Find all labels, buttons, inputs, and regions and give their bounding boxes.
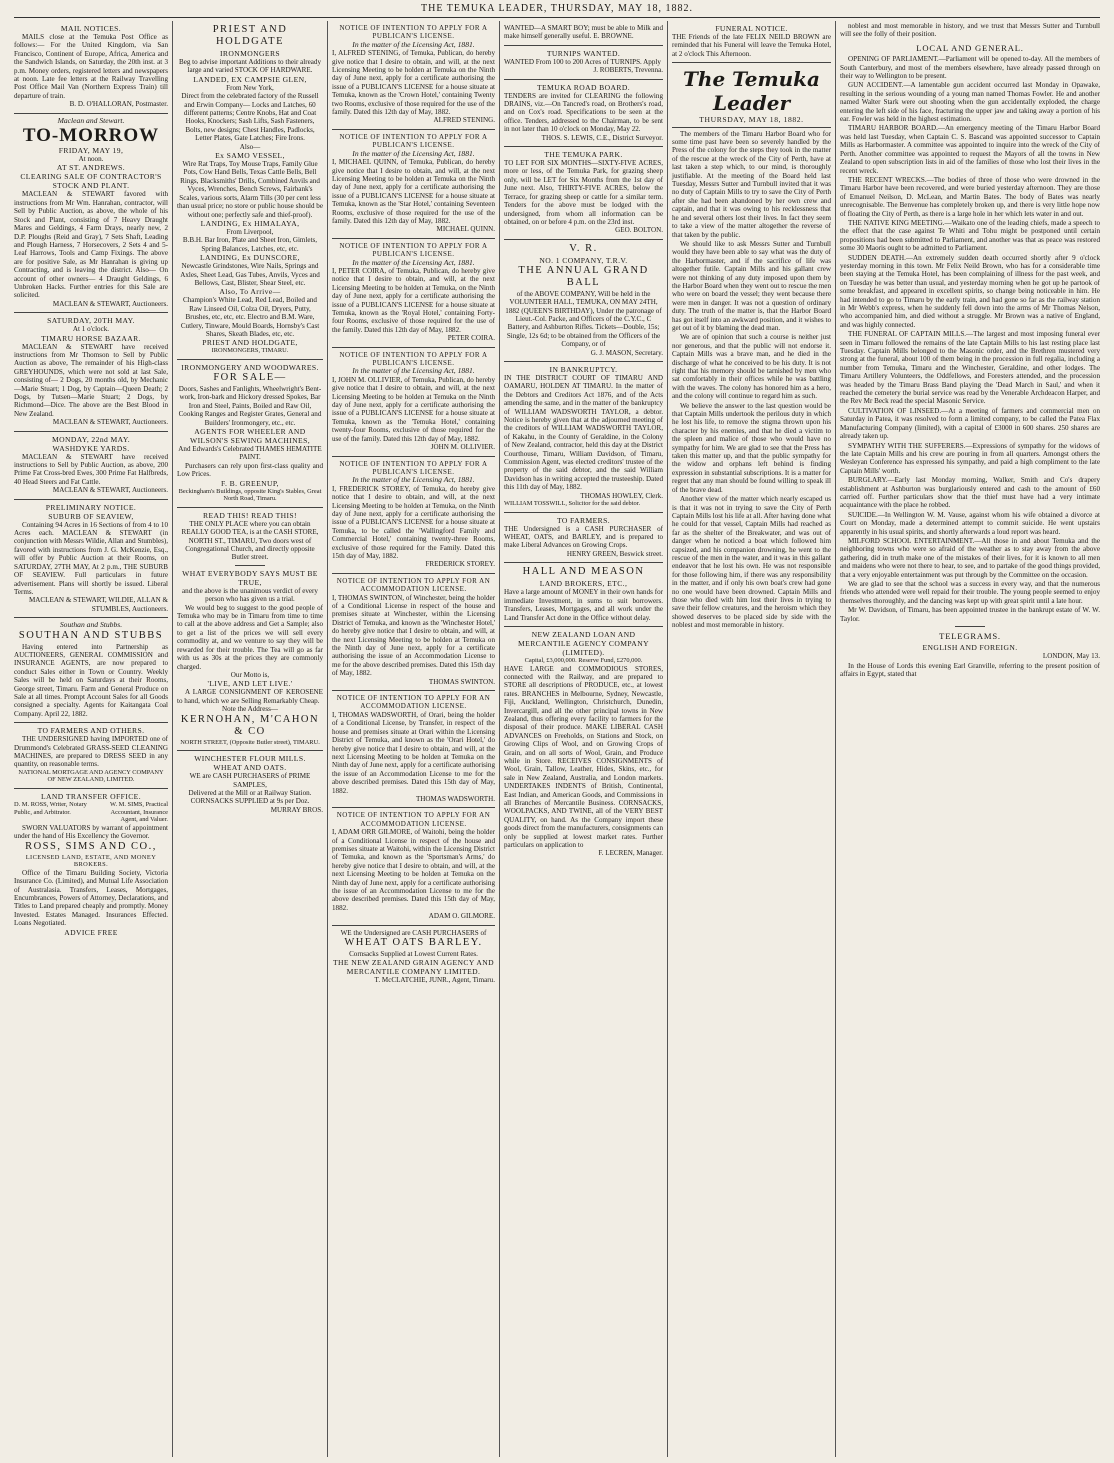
- ad-signature: NATIONAL MORTGAGE AND AGENCY COMPANY OF NEW ZEALAND, LIMITED.: [18, 768, 164, 784]
- partners-row: [14, 801, 168, 824]
- sale-title: WASHDYKE YARDS.: [52, 443, 130, 453]
- notice-heading: NOTICE OF INTENTION TO APPLY FOR AN ACCOMMODATION LICENSE.: [336, 576, 491, 594]
- firm-text: Having entered into Partnership as AUCTIONEERS, GENERAL COMMISSION and INSURANCE AGENTS, are now prepared to conduct Sales either in Town or Country. Weekly Sales will be held on Saturdays at their Rooms, George street, Timaru. Farm and General Produce on Sale at all times. Prompt Account Sales for all Goods consigned a specialty. Agents for Kaitangata Coal Company. April 22, 1882.: [14, 642, 168, 718]
- sale-date: SATURDAY, 20TH MAY.: [47, 316, 135, 326]
- ad-signature: T. McCLATCHIE, JUNR., Agent, Timaru.: [374, 976, 495, 985]
- news-item: MILFORD SCHOOL ENTERTAINMENT.—All those in and about Temuka and the neighboring towns who were so afraid of the weather as to stay away from the above gathering, did in truth make one of the mistakes of their lives, for it is known to all men and maidens who were not there to hear, to see, and to partake of the good things provided, that a very enjoyable entertainment was put through by the Committee on the occasion.: [840, 536, 1100, 579]
- ad-heading: TURNIPS WANTED.: [546, 48, 621, 58]
- column-5: [667, 21, 835, 1457]
- ad-text: Wire Rat Traps, Toy Mouse Traps, Family Glue Pots, Cow Hand Bells, Texas Cattle Bells, Bell Rings, Blacksmiths' Drills, Combined Anvils and Vyces, Wrenches, Bench Screws, Fairbank's Scales, various sorts, Alarm Tills (30 per cent less than usual price; no store or public house should be without one; perfectly safe and thief-proof).: [177, 160, 323, 219]
- notice-matter: In the matter of the Licensing Act, 1881.: [352, 366, 475, 376]
- ad-text: and the above is the unanimous verdict of every person who has given us a trial.: [182, 586, 318, 604]
- ad-subheading: LANDING, Ex DUNSCORE,: [200, 253, 300, 263]
- ad-subheading: AGENTS FOR WHEELER AND WILSON'S SEWING MACHINES,: [190, 427, 310, 445]
- divider: [955, 626, 985, 627]
- notice-matter: In the matter of the Licensing Act, 1881.: [352, 257, 475, 267]
- sale-title: SUBURB OF SEAVIEW,: [48, 511, 134, 521]
- editorial-continuation: noblest and most memorable in history, and we trust that Messrs Sutter and Turnbull will see the folly of their position.: [840, 22, 1100, 39]
- sale-signature: MACLEAN & STEWART, WILDIE, ALLAN & STUMBLES, Auctioneers.: [28, 596, 168, 613]
- notice-heading: NOTICE OF INTENTION TO APPLY FOR A PUBLICAN'S LICENSE.: [339, 350, 488, 368]
- horse-bazaar-ad: [14, 313, 168, 431]
- sale-text: Containing 94 Acres in 16 Sections of from 4 to 10 Acres each. MACLEAN & STEWART (in conjunction with Messrs Wildie, Allan and Stumbles), favored with instructions from J. G. McKenzie, Esq., will offer by Public Auction at their Rooms, on SATURDAY, 27TH MAY, At 2 p.m., THE SUBURB OF SEAVIEW. Full particulars in future advertisement. Plans will shortly be issued. Liberal Terms.: [14, 520, 168, 596]
- notice-signature: THOMAS WADSWORTH.: [415, 794, 495, 803]
- news-item: SUDDEN DEATH.—An extremely sudden death occurred shortly after 9 o'clock yesterday morning in this town. Mr Felix Neild Brown, who has for a considerable time been staying at the Temuka Hotel, has been complaining of illness for the past week, and on Tuesday he was better than usual, and yesterday morning when he got up he partook of some breakfast, and appeared in excellent spirits, so change being noticeable in him. He had intended to go to Timaru by the early train, and had gone so far as the railway station in Mr Webb's express, when he suddenly fell down into the arms of Mr Thomas Nelson, who accompanied him, and died without a struggle. Mr Brown was a native of England, and was highly connected.: [840, 253, 1100, 329]
- editorial-paragraph: Another view of the matter which nearly escaped us is that it was not in trying to save the City of Perth Captain Mills lost his life at all. After having done what he could for that vessel, Captain Mills had reached as far as the shelter of the Breakwater, and was out of danger when he noticed a boat which followed him capsized, and his companion drowning, he went to the rescue of the men in the water, and it was in this gallant endeavor that he lost his own. He was not responsible for those following him, if there was any responsibility in the matter, and if only his own boat's crew had gone no one would have been drowned. Captain Mills and those who died with him lost their lives in trying to save their fellow creatures, and the heroism which they showed deserves to be placed side by side with the noblest and most memorable in history.: [672, 495, 831, 630]
- editorial-paragraph: We should like to ask Messrs Sutter and Turnbull would they have been able to say what was the duty of the Harbormaster, and if the sacrifice of life was altogether futile. Captain Mills and his gallant crew were not thinking of any duty imposed upon them by the Harbor Board when they went out to rescue the men who were on board the vessel; they went because there were men in danger. It was not a question of ordinary duty. The truth of the matter is, that the Harbor Board has got itself into an awkward position, and it wishes to get out of it by blaming the dead man.: [672, 239, 831, 332]
- grain-agency-ad: [332, 926, 495, 989]
- greenup-ad: [177, 360, 323, 508]
- license-notice-wadsworth: [332, 691, 495, 808]
- notice-matter: In the matter of the Licensing Act, 1881.: [352, 475, 475, 485]
- telegrams-subheading: ENGLISH AND FOREIGN.: [922, 643, 1018, 653]
- maclean-tomorrow-ad: [14, 114, 168, 314]
- masthead-title: The Temuka Leader: [683, 67, 820, 116]
- funeral-notice: [672, 21, 831, 63]
- ad-heading: LAND TRANSFER OFFICE.: [40, 792, 142, 801]
- firm-title: THE NEW ZEALAND GRAIN AGENCY AND MERCANTILE COMPANY LIMITED.: [332, 958, 495, 977]
- notice-signature: MICHAEL QUINN.: [436, 225, 495, 234]
- notice-heading: NOTICE OF INTENTION TO APPLY FOR A PUBLICAN'S LICENSE.: [339, 241, 488, 259]
- ad-heading: FUNERAL NOTICE.: [715, 24, 788, 33]
- bankruptcy-notice: [504, 362, 663, 513]
- mail-signature: B. D. O'HALLORAN, Postmaster.: [69, 100, 168, 109]
- telegram-dateline: LONDON, May 13.: [1042, 652, 1100, 661]
- firm-trade: IRONMONGERS: [219, 49, 281, 58]
- column-4: [499, 21, 667, 1457]
- news-item: THE FUNERAL OF CAPTAIN MILLS.—The largest and most imposing funeral ever seen in Timaru followed the remains of the late Captain Mills to his last resting place last Tuesday. Captain Mills belonged to the Masonic order, and the Brethren mustered very strong at the funeral, about 100 of them being in the procession in full regalia, including a number from Temuka, Timaru and the Winchester, Geraldine, and other lodges. The Timaru Artillery Volunteers, the Oddfellows, and Foresters attended, and the procession was headed by the Timaru Brass Band playing the 'Dead March in Saul,' and when it reached the cemetery the burial service was read by the Venerable Archdeacon Harper, and the Rev Mr Beck read the special Masonic Service.: [840, 330, 1100, 406]
- notice-signature: FREDERICK STOREY.: [425, 560, 495, 569]
- firm-title: PRIEST AND HOLDGATE: [212, 24, 288, 47]
- news-item: BURGLARY.—Early last Monday morning, Walker, Smith and Co's drapery establishment at Ashburton was burglariously entered and cash to the amount of £60 carried off. Further particulars show that the thief must have had a very intimate acquaintance with the place he robbed.: [840, 476, 1100, 510]
- telegram-text: In the House of Lords this evening Earl Granville, referring to the present position of affairs in Egypt, stated that: [840, 661, 1100, 679]
- notice-heading: NOTICE OF INTENTION TO APPLY FOR A PUBLICAN'S LICENSE.: [339, 459, 488, 476]
- firm-title: HALL AND MEASON: [522, 566, 645, 578]
- motto-label: Our Motto is,: [230, 670, 270, 679]
- temuka-park-ad: [504, 147, 663, 240]
- ad-signature-sub: IRONMONGERS, TIMARU.: [211, 347, 289, 355]
- ad-signature: F. LECREN, Manager.: [598, 849, 663, 858]
- ad-signature: PRIEST AND HOLDGATE,: [202, 338, 298, 348]
- mail-heading: MAIL NOTICES.: [60, 24, 122, 33]
- turnips-ad: [504, 46, 663, 80]
- notice-signature: PETER COIRA.: [447, 334, 495, 343]
- ad-heading: READ THIS! READ THIS!: [203, 510, 297, 520]
- ad-text: Doors, Sashes and Fanlights, Wheelwright's Bent-work, Iron-bark and Hickory dressed Spokes, Bar Iron and Steel, Paints, Boiled and Raw Oil, Cooking Ranges and Register Grates, General and Builders' Ironmongery, etc., etc.: [178, 384, 322, 427]
- header-rule: [14, 17, 1100, 18]
- notice-text: I, FREDERICK STOREY, of Temuka, do hereby give notice that I desire to obtain, and will, at the next Licensing Meeting to be holden at Temuka, on the Ninth day of June next, apply for a certificate authorising the issue of a PUBLICAN'S LICENSE for a house situate at Temuka, to be called the 'Wallingford Family and Commercial Hotel,' containing twenty-three Rooms, exclusive of those required for the Family. Dated this 15th day of May, 1882.: [332, 484, 495, 560]
- sale-time: At 1 o'clock.: [72, 325, 110, 334]
- notice-matter: In the matter of the Licensing Act, 1881.: [352, 39, 475, 49]
- ad-heading: IN BANKRUPTCY.: [549, 364, 618, 374]
- license-notice-stening: [332, 21, 495, 130]
- ad-heading: TO FARMERS AND OTHERS.: [37, 726, 145, 736]
- vr-monogram: V. R.: [569, 242, 598, 254]
- notice-heading: NOTICE OF INTENTION TO APPLY FOR AN ACCOMMODATION LICENSE.: [336, 811, 491, 828]
- notice-signature: JOHN M. OLLIVIER.: [430, 443, 495, 452]
- ad-signature: G. J. MASON, Secretary.: [590, 348, 663, 357]
- telegrams-heading: TELEGRAMS.: [939, 631, 1001, 642]
- firm-title: SOUTHAN AND STUBBS: [18, 629, 164, 641]
- news-item: THE NATIVE KING MEETING.—Waikato one of the leading chiefs, made a speech to the effect that the case against Te Whiti and Tohu might be postponed until certain propositions had been submitted to Parliament, and another was that as peace was restored some 30 Maoris ought to be admitted to Parliament.: [840, 218, 1100, 253]
- ad-text: From New York,: [226, 83, 274, 92]
- ad-text: WANTED From 100 to 200 Acres of TURNIPS. Apply: [504, 57, 661, 66]
- ad-signature: THOS. S. LEWIS, C.E., District Surveyor.: [541, 133, 663, 142]
- news-item: CULTIVATION OF LINSEED.—At a meeting of farmers and commercial men on Saturday in Patea, it was resolved to form a limited company, to be called the Patea Flax Manufacturing Company (limited), with a capital of £3000 in 600 shares. 250 shares are already taken up.: [840, 406, 1100, 441]
- ad-text: We would beg to suggest to the good people of Temuka who may be in Timaru from time to time to call at the above address and Get a Sample; also to get a list of the prices we will sell every commodity at, and we venture to say they will be rewarded for their trouble. The Tea will go as far with us as 30s at the prices they are commonly charged.: [177, 603, 323, 671]
- washdyke-ad: [14, 432, 168, 500]
- sale-signature: MACLEAN & STEWART, Auctioneers.: [52, 486, 168, 495]
- editorial-paragraph: The members of the Timaru Harbor Board who for some time past have been so severely handled by the Press of the colony for the steps they took in the matter of the rescue at the wreck of the City of Perth, have at last taken a step which, to our mind, is thoroughly justifiable. At the meeting of the Board held last Tuesday, Messrs Sutter and Turnbull invited that it was no duty of Captain Mills to try to save the City of Perth after she had been abandoned by her own crew and captain, and that it was owing to his recklessness that he and several others lost their lives. In fact they seem to take a view of the matter altogether the reverse of that taken by the public.: [672, 129, 831, 239]
- ad-text: Cornsacks Supplied at Lowest Current Rates.: [349, 950, 478, 959]
- mail-notices: [14, 21, 168, 114]
- ross-sims-ad: [14, 789, 168, 941]
- notice-signature: ADAM O. GILMORE.: [428, 912, 495, 921]
- ad-text: Newcastle Grindstones, Wire Nails, Springs and Axles, Sheet Lead, Gas Tubes, Anvils, Vyces and Bellows, Cast, Blister, Shear Steel, etc.: [180, 262, 320, 287]
- farmers-ad: [14, 723, 168, 789]
- masthead-dateline: THURSDAY, MAY 18, 1882.: [699, 115, 804, 125]
- license-notice-storey: [332, 457, 495, 574]
- notice-text: I, THOMAS WADSWORTH, of Orari, being the holder of a Conditional License, by Transfer, in respect of the house and premises situate at Orari within the Licensing District of Temuka, and known as the 'Orari Hotel,' do hereby give notice that I desire to obtain, and will, at the next Licensing Meeting to be holden at Temuka on the Ninth day of June next, apply for a certificate authorising the issue of an Accommodation License to me for the above described premises. Dated this 15th day of May, 1882.: [332, 710, 495, 795]
- ad-text: Champion's White Lead, Red Lead, Boiled and Raw Linseed Oil, Colza Oil, Dryers, Putty, Brushes, etc, etc, etc. Electro and B.M. Ware, Cutlery, Tinware, Mould Boards, Hornsby's Cast Shares, Skeath Blades, etc, etc.: [180, 296, 320, 338]
- southan-stubbs-ad: [14, 618, 168, 723]
- ad-title: WHEAT OATS BARLEY.: [344, 937, 483, 949]
- volunteer-ball-ad: [504, 240, 663, 362]
- sale-place: AT ST. ANDREWS.: [56, 163, 126, 173]
- firm-capital: Capital, £3,000,000. Reserve Fund, £270,000.: [524, 656, 643, 664]
- sale-title: TIMARU HORSE BAZAAR.: [41, 333, 141, 343]
- ad-text: CORNSACKS SUPPLIED at 9s per Doz.: [190, 797, 310, 806]
- ad-text: Direct from the celebrated factory of the Russell and Erwin Company— Locks and Latches, 60 different patterns; Centre Knobs, Hat and Coat Hooks, Knockers; Sash Lifts, Sash Fasteners, Bolts, new designs; Chest Handles, Padlocks, Letter Plates, Gate Latches; Fire Irons.: [181, 92, 319, 143]
- ad-signature: F. B. GREENUP,: [221, 478, 279, 488]
- ad-text: TENDERS are invited for CLEARING the following DRAINS, viz.—On Tancred's road, on Brothers's road, and on Cox's road. Specifications to be seen at the office. Tenders, addressed to the Chairman, to be sent in not later than 10 o'clock on Monday, May 22.: [504, 91, 663, 134]
- mail-text: MAILS close at the Temuka Post Office as follows:— For the United Kingdom, via San Francisco, Continent of Europe, Africa, America and the Sandwich Islands, on Saturday, the 20th inst. at 3 p.m. Money orders, registered letters and newspapers at noon. Late fee letters at the Railway Travelling Post Office Mail Van (Northern Express Train) till departure of train.: [14, 33, 168, 100]
- notice-text: I, MICHAEL QUINN, of Temuka, Publican, do hereby give notice that I desire to obtain, and will, at the next Licensing Meeting to be holden at Temuka on the Ninth day of June next, apply for a certificate authorising the issue of a PUBLICAN'S LICENSE for a house situate at Temuka, known as the 'Star Hotel,' containing Seventeen Rooms, exclusive of those required for the use of the family. Dated this 12th day of May, 1882.: [332, 158, 495, 225]
- news-item: Mr W. Davidson, of Timaru, has been appointed trustee in the bankrupt estate of W. W. Taylor.: [840, 606, 1100, 623]
- ad-text: B.B.H. Bar Iron, Plate and Sheet Iron, Gimlets, Spring Balances, Latches, etc, etc.: [182, 236, 318, 253]
- column-2: [172, 21, 327, 1457]
- notice-matter: In the matter of the Licensing Act, 1881.: [352, 148, 475, 158]
- ad-subheading: LANDED, EX CAMPSIE GLEN,: [193, 74, 307, 84]
- ad-signature: THOMAS HOWLEY, Clerk.: [580, 491, 663, 500]
- sale-heading: PRELIMINARY NOTICE.: [45, 502, 137, 512]
- ad-heading: WINCHESTER FLOUR MILLS.: [194, 754, 306, 764]
- notice-heading: NOTICE OF INTENTION TO APPLY FOR A PUBLICAN'S LICENSE.: [339, 24, 488, 41]
- notice-text: I, ADAM ORR GILMORE, of Waitohi, being the holder of a Conditional License in respect of the house and premises situate at Waitohi, within the Licensing District of Temuka, and known as the 'Sportsman's Arms,' do hereby give notice that I desire to obtain, and will, at the next Licensing Meeting to be holden at Temuka on the Ninth day of June next, apply for a certificate authorising the issue of an Accommodation License to me for the above described premises. Dated this 15th day of May, 1882.: [332, 828, 495, 912]
- ad-text: THE ONLY PLACE where you can obtain REALLY GOOD TEA, is at the CASH STORE, NORTH ST., TIMARU, Two doors west of Congregational Church, and directly opposite Butler street.: [181, 519, 319, 562]
- ad-text: Also—: [239, 142, 261, 151]
- winchester-mills-ad: [177, 751, 323, 818]
- ad-signature: MURRAY BROS.: [270, 805, 323, 814]
- editorial-paragraph: We are of opinion that such a course is neither just nor generous, and that the public will not endorse it. Captain Mills was a brave man, and he died in the discharge of what he conceived to be his duty. It is not right that his memory should be tarnished by men who sat comfortably in their offices while he was battling with the waves. The colony has honored him as a hero, and the colony will continue to regard him as such.: [672, 333, 831, 401]
- firm-title: ROSS, SIMS AND CO.,: [25, 840, 157, 852]
- ad-text: Have a large amount of MONEY in their own hands for immediate Investment, in sums to suit borrowers. Transfers, Leases, Mortgages, and all work under the Land Transfer Act done in the Office without delay.: [504, 588, 663, 622]
- notice-text: I, JOHN M. OLLIVIER, of Temuka, Publican, do hereby give notice that I desire to obtain, and will, at the next Licensing Meeting to be holden at Temuka on the Ninth day of June next, apply for a certificate authorising the issue of a PUBLICAN'S LICENSE for a house situate at Temuka, known as the 'Temuka Hotel,' containing twenty-four Rooms, exclusive of those required for the use of the family. Dated this 12th day of May, 1882.: [332, 375, 495, 443]
- sale-date: MONDAY, 22nd MAY.: [51, 434, 131, 444]
- advertiser-heading: Maclean and Stewart.: [57, 115, 125, 125]
- firm-title: KERNOHAN, M'CAHON & CO: [180, 713, 320, 737]
- news-item: SUICIDE.—In Wellington W. M. Vause, against whom his wife obtained a divorce at Court on Monday, made a determined attempt to commit suicide. He went upstairs apparently in his usual spirits, and shortly afterwards a loud report was heard.: [840, 510, 1100, 536]
- notice-heading: NOTICE OF INTENTION TO APPLY FOR A PUBLICAN'S LICENSE.: [339, 132, 488, 150]
- news-item: GUN ACCIDENT.—A lamentable gun accident occurred last Monday in Opawake, resulting in the serious wounding of a young man named Thomas Fowler. He and another named Walter Stark were out shooting when the gun accidentally exploded, the charge entering the left side of his face, fracturing the upper jaw and taking away a portion of his ear. Fowler was held in the highest estimation.: [840, 81, 1100, 124]
- sale-text: MACLEAN & STEWART favored with instructions from Mr Wm. Hanrahan, contractor, will Sell by Public Auction, as above, the whole of his Stock and Plant, consisting of 7 Heavy Draught Mares and Geldings, 4 Farm Drays, nearly new, 2 D.P. Ploughs (Reid and Gray), 7 Sets Shaft, Leading and Plough Harness, 7 Horsecovers, 2 Sets 4 and 5-Leaf Harrows, Tools and Camp Fixings. The above are for positive Sale, as Mr Hanrahan is giving up Contracting, and is leaving the district. Also— On account of other owners— 4 Draught Geldings, 6 Unbroken Hacks. Further entries for this Sale are solicited.: [14, 190, 168, 300]
- news-item: TIMARU HARBOR BOARD.—An emergency meeting of the Timaru Harbor Board was held last Tuesday, when Captain C. S. Bascand was appointed successor to Captain Mills as Harbormaster. A committee was appointed to inquire into the wreck of the City of Perth. Another committee was appointed to request the Mayors of all the towns in New Zealand to open subscription lists in aid of the families of those who lost their lives in the recent wreck.: [840, 124, 1100, 175]
- notice-text: I, PETER COIRA, of Temuka, Publican, do hereby give notice that I desire to obtain, and will, at the next Licensing Meeting to be holden at Temuka, on the Ninth day of June next, apply for a certificate authorising the issue of a PUBLICAN'S LICENSE for a house situate at Temuka, known as the 'Royal Hotel,' containing Forty-four Rooms, exclusive of those required for the use of the family. Dated this 12th day of May, 1882.: [332, 266, 495, 334]
- seaview-ad: [14, 500, 168, 618]
- ad-subheading: WHEAT AND OATS.: [213, 763, 287, 773]
- sale-text: MACLEAN & STEWART have received instructions from Mr Thomson to Sell by Public Auction as above, The remainder of his High-class GREYHOUNDS, which were not sold at last Sale, consisting of— 2 Dogs, 20 months old, by Mechanic—Marie Stuart; 1 Dog, by Captain—Queen Death; 2 Dogs, by Tutsen—Marie Stuart; 2 Dogs, by Richmond—Dice. The above are the Best Blood in New Zealand.: [14, 342, 168, 418]
- ad-text: IN THE DISTRICT COURT OF TIMARU AND OAMARU, HOLDEN AT TIMARU. In the matter of the Debtors and Creditors Act 1876, and of the Acts amending the same, and in the matter of the bankruptcy of WILLIAM WADSWORTH TAYLOR, a debtor. Notice is hereby given that at the adjourned meeting of the creditors of WILLIAM WADSWORTH TAYLOR, of Kakahu, in the County of Geraldine, in the Colony of New Zealand, contractor, held this day at the District Courthouse, Timaru, William Davidson, of Timaru, Commission Agent, was elected creditors' trustee of the property of the said debtor, and the said William Davidson has in writing accepted the trusteeship. Dated this 11th day of May, 1882.: [504, 373, 663, 492]
- ad-address: NORTH STREET, (Opposite Butler street), TIMARU.: [180, 738, 320, 746]
- local-general-heading: LOCAL AND GENERAL.: [916, 42, 1024, 53]
- ad-text: Purchasers can rely upon first-class quality and Low Prices.: [177, 461, 323, 479]
- ad-heading: TO FARMERS.: [556, 515, 611, 525]
- partner-sims: W. M. SIMS, Practical Accountant, Insurance Agent, and Valuer.: [110, 801, 168, 824]
- ad-address: Beckingham's Buildings, opposite King's Stables, Great North Road, Timaru.: [178, 487, 322, 503]
- advice-free: ADVICE FREE: [64, 927, 118, 937]
- news-item: SYMPATHY WITH THE SUFFERERS.—Expressions of sympathy for the widows of the late Captain Mills and his crew are pouring in from all quarters. Amongst others the Wesleyan Conference has expressed his sympathy, and paid a high compliment to the late Captain Mills' worth.: [840, 441, 1100, 475]
- smart-boy-ad: [504, 21, 663, 46]
- ad-heading: THE TEMUKA PARK.: [544, 150, 623, 160]
- column-3: [327, 21, 499, 1457]
- news-item: We are glad to see that the school was a success in every way, and that the numerous friends who attended were well repaid for their trouble. The young people seemed to enjoy themselves thoroughly, and the dancing was kept up with great spirit until a late hour.: [840, 580, 1100, 605]
- sale-signature: MACLEAN & STEWART, Auctioneers.: [52, 418, 168, 427]
- editorial-paragraph: We believe the answer to the last question would be that Captain Mills undertook the perilous duty in which he lost his life, to remove the stigma thrown upon his character by his enemies, and that he died a victim to the spleen and malice of those who would have no sympathy for him. We are glad to see that the Press has taken this matter up, and that the public sympathy for the widow and orphans left behind is finding expression in substantial subscriptions. It is a matter for regret that any man should be found willing to speak ill of the brave dead.: [672, 401, 831, 494]
- notice-signature: THOMAS SWINTON.: [428, 677, 495, 686]
- firm-subtitle: LAND BROKERS, ETC.,: [539, 579, 628, 589]
- ad-heading: IRONMONGERY AND WOODWARES.: [181, 362, 319, 372]
- ad-text: WE are CASH PURCHASERS of PRIME SAMPLES,: [189, 772, 311, 789]
- firm-title: NEW ZEALAND LOAN AND MERCANTILE AGENCY COMPANY (LIMITED).: [518, 629, 649, 657]
- ad-subheading: LANDING, Ex HIMALAYA,: [200, 218, 300, 228]
- ad-text: THE Friends of the late FELIX NEILD BROWN are reminded that his Funeral will leave the Temuka Hotel, at 2 o'clock This Afternoon.: [672, 33, 831, 58]
- ad-text: SWORN VALUATORS by warrant of appointment under the hand of His Excellency the Governor.: [14, 823, 168, 841]
- sale-title: CLEARING SALE OF CONTRACTOR'S STOCK AND PLANT.: [20, 172, 162, 191]
- license-notice-quinn: [332, 130, 495, 239]
- sale-time: At noon.: [78, 155, 104, 164]
- running-head: THE TEMUKA LEADER, THURSDAY, MAY 18, 1882.: [420, 3, 694, 14]
- ad-solicitor: WILLIAM TOSSWILL, Solicitor for the said debtor.: [504, 500, 641, 508]
- ad-text: And Edwards's Celebrated THAMES HEMATITE PAINT.: [178, 445, 322, 462]
- news-item: OPENING OF PARLIAMENT.—Parliament will be opened to-day. All the members of South Canterbury, and most of the members elsewhere, have already passed through on their way to Wellington to be present.: [840, 55, 1100, 81]
- company-name: NO. 1 COMPANY, T.R.V.: [539, 255, 628, 265]
- hall-meason-ad: [504, 563, 663, 627]
- ad-signature: J. ROBERTS, Trevenna.: [593, 66, 663, 75]
- ad-title: FOR SALE—: [213, 371, 287, 383]
- ad-text: Delivered at the Mill or at Railway Station.: [188, 788, 312, 797]
- sale-date: FRIDAY, MAY 19,: [58, 146, 124, 156]
- cash-store-ad: [177, 508, 323, 751]
- ad-text: THE UNDERSIGNED having IMPORTED one of Drummond's Celebrated GRASS-SEED CLEANING MACHINES, are prepared to DRESS SEED in any quantity, on reasonable terms.: [14, 735, 168, 769]
- nz-loan-ad: [504, 627, 663, 862]
- news-item: THE RECENT WRECKS.—The bodies of three of those who were drowned in the Timaru Harbor have been recovered, and were buried yesterday afternoon. They are those of Emanuel Neilson, D. McLean, and Martin Bates. The body of Bates was nearly unrecognisable. The Benvenue has completely broken up, and there is very little hope now of floating the City of Perth, as there is a large hole in her which lets water in and out.: [840, 175, 1100, 218]
- masthead-rule: [672, 127, 831, 128]
- ad-subheading: Ex SAMO VESSEL,: [215, 151, 285, 161]
- henry-green-ad: [504, 513, 663, 564]
- column-1: [14, 21, 172, 1457]
- ad-text: WE the Undersigned are CASH PURCHASERS of: [340, 928, 487, 937]
- ad-text: From Liverpool,: [226, 227, 274, 236]
- tomorrow-headline: TO-MORROW: [22, 125, 160, 147]
- ball-text: of the ABOVE COMPANY, Will be held in the VOLUNTEER HALL, TEMUKA, ON MAY 24TH, 1882 (QUEEN'S BIRTHDAY), Under the patronage of Lieut.-Col. Packe, and Officers of the C.Y.C., C Battery, and Ashburton Rifles. Tickets—Double, 15s; Single, 12s 6d; to be obtained from the Officers of the Company, or of: [505, 289, 662, 349]
- firm-text: Office of the Timaru Building Society, Victoria Insurance Co. (Limited), and Mutual Life Association of Australasia. Transfers, Leases, Mortgages, Encumbrances, Powers of Attorney, Declarations, and Titles to Land prepared cheaply and promptly. Money Invested. Estates Managed. Insurances Effected. Loans Negotiated.: [14, 868, 168, 928]
- ad-signature: HENRY GREEN, Beswick street.: [566, 549, 663, 558]
- ad-text: Beg to advise important Additions to their already large and varied STOCK OF HARDWARE.: [178, 58, 322, 75]
- ad-heading: TEMUKA ROAD BOARD.: [536, 82, 631, 92]
- notice-heading: NOTICE OF INTENTION TO APPLY FOR AN ACCOMMODATION LICENSE.: [336, 694, 491, 711]
- sale-signature: MACLEAN & STEWART, Auctioneers.: [52, 299, 168, 308]
- sale-text: MACLEAN & STEWART have received instructions to Sell by Public Auction, as above, 200 Prime Fat Cross-bred Ewes, 300 Prime Fat Halfbreds, 40 Head Steers and Fat Cattle.: [14, 452, 168, 486]
- column-6: [835, 21, 1100, 1457]
- license-notice-gilmore: [332, 808, 495, 925]
- license-notice-coira: [332, 239, 495, 348]
- notice-text: I, ALFRED STENING, of Temuka, Publican, do hereby give notice that I desire to obtain, and will, at the next Licensing Meeting to be holden at Temuka on the Ninth day of June next, apply for a certificate authorising the issue of a PUBLICAN'S LICENSE for a house situate at Temuka, known as the 'Crown Hotel,' containing Twenty two Rooms, exclusive of those required for the use of the family. Dated this 12th day of May, 1882.: [332, 49, 495, 117]
- ad-subheading: Also, To Arrive—: [219, 287, 281, 297]
- advertiser-heading: Southan and Stubbs.: [59, 620, 123, 630]
- notice-signature: ALFRED STENING.: [433, 116, 495, 125]
- priest-holdgate-ad: [177, 21, 323, 360]
- ad-text: TO LET FOR SIX MONTHS—SIXTY-FIVE ACRES, more or less, of the Temuka Park, for grazing sheep only, will be LET for Six Months from the 1st day of June next. Also, THIRTY-FIVE ACRES, below the Terrace, for grazing sheep or cattle for a similar term. Tenders for the above must be lodged with the undersigned, from whom all information can be obtained, on or before 4 p.m. on the 23rd inst.: [504, 159, 663, 226]
- firm-subtitle: LICENSED LAND, ESTATE, AND MONEY BROKERS.: [25, 853, 157, 869]
- notice-text: I, THOMAS SWINTON, of Winchester, being the holder of a Conditional License in respect of the house and premises situate at Winchester, within the Licensing District of Temuka, and known as the 'Winchester Hotel,' do hereby give notice that I desire to obtain, and will, at the next Licensing Meeting to be holden at Temuka on the Ninth day of June next, apply for a certificate authorising the issue of an Accommodation License to me for the above described premises. Dated this 15th day of May, 1882.: [332, 593, 495, 678]
- ad-text: THE Undersigned is a CASH PURCHASER of WHEAT, OATS, and BARLEY, and is prepared to make Liberal Advances on Growing Crops.: [504, 524, 663, 550]
- ad-signature: GEO. BOLTON.: [615, 226, 663, 235]
- ad-text: A LARGE CONSIGNMENT OF KEROSENE to hand, which we are Selling Remarkably Cheap.: [177, 688, 323, 705]
- ad-text: HAVE LARGE and COMMODIOUS STORES, connected with the Railway, and are prepared to STORE all descriptions of PRODUCE, etc., at lowest rates. BRANCHES in Melbourne, Sydney, Newcastle, Fiji, Auckland, Wellington, Christchurch, Dunedin, Invercargill, and all the other principal towns in New Zealand, thus offering every facility to farmers for the disposal of their produce. MAKE LIBERAL CASH ADVANCES on Freeholds, on Stations and Stock, on Growing Clips of Wool, and on Growing Crops of Grain, and on all sorts of Wool, Grain, and Produce while in Store. RECEIVES CONSIGNMENTS of Wool, Grain, Tallow, Leather, Hides, Skins, etc., for sale in New Zealand, Australia, and London markets. UNDERTAKES INDENTS of British, Continental, East Indian, and American Goods, and Commissions in all Branches of Mercantile Business. CORNSACKS, WOOLPACKS, AND TWINE, all of the VERY BEST QUALITY, on hand. As the Company import these goods direct from the manufacturers, consignments can only be supplied at lowest market rates. Further particulars on application to: [504, 664, 663, 850]
- ball-title: THE ANNUAL GRAND BALL: [518, 264, 649, 288]
- license-notice-ollivier: [332, 348, 495, 457]
- divider: [235, 565, 265, 566]
- ad-subheading: WHAT EVERYBODY SAYS MUST BE TRUE,: [182, 568, 318, 587]
- license-notice-swinton: [332, 574, 495, 691]
- motto: 'LIVE, AND LET LIVE.': [207, 679, 293, 689]
- ad-text: Note the Address—: [222, 705, 278, 714]
- road-board-ad: [504, 80, 663, 147]
- ad-text: WANTED—A SMART BOY; must be able to Milk and make himself generally useful. E. BROWNE.: [504, 24, 663, 41]
- partner-ross: D. M. ROSS, Writer, Notary Public, and Arbitrator.: [14, 801, 87, 816]
